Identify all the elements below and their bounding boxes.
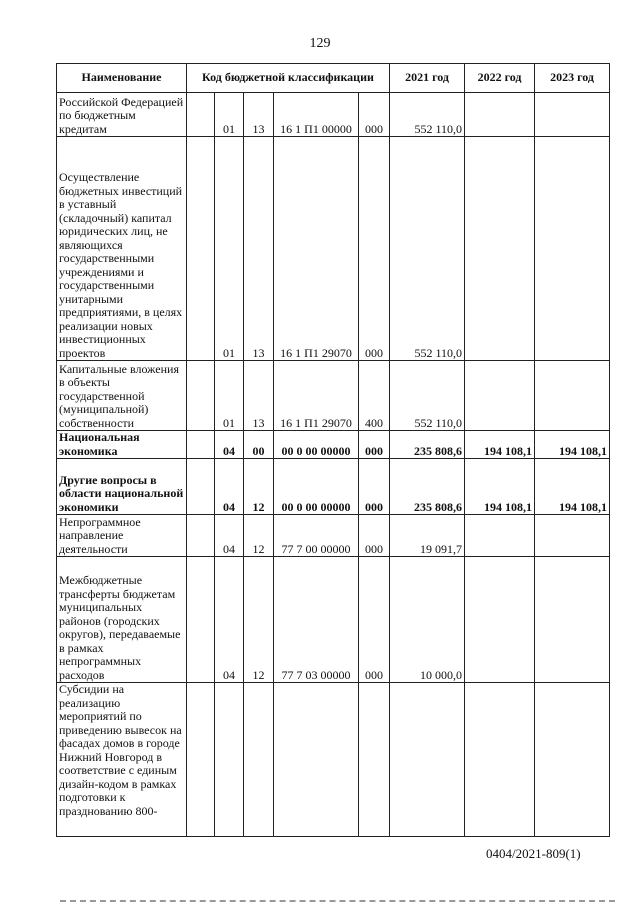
- code-cell: [187, 459, 215, 515]
- amount-2021: 10 000,0: [390, 557, 465, 683]
- code-cell: [187, 93, 215, 137]
- code-expense: [359, 683, 390, 837]
- header-name: Наименование: [57, 64, 187, 93]
- code-target: 77 7 03 00000: [274, 557, 359, 683]
- page-number: 129: [309, 36, 331, 51]
- code-target: [274, 683, 359, 837]
- code-cell: [187, 431, 215, 459]
- code-cell: [187, 557, 215, 683]
- code-expense: 000: [359, 515, 390, 557]
- code-expense: 400: [359, 361, 390, 431]
- row-name: Субсидии на реализацию мероприятий по приведению вывесок на фасадах домов в городе Нижний Новгород в соответствие с единым дизайн-кодом в рамках подготовки к празднованию 800-: [57, 683, 187, 837]
- code-section: 04: [215, 459, 244, 515]
- amount-2022: [465, 515, 535, 557]
- code-section: 01: [215, 93, 244, 137]
- row-name: Капитальные вложения в объекты государственной (муниципальной) собственности: [57, 361, 187, 431]
- header-row: [57, 64, 610, 93]
- code-expense: 000: [359, 93, 390, 137]
- code-section: [215, 683, 244, 837]
- code-target: 16 1 П1 00000: [274, 93, 359, 137]
- code-expense: 000: [359, 431, 390, 459]
- row-name: Осуществление бюджетных инвестиций в уставный (складочный) капитал юридических лиц, не являющихся государственными учреждениями и государственными унитарными предприятиями, в целях реализации новых инвестиционных проектов: [57, 137, 187, 361]
- code-target: 00 0 00 00000: [274, 431, 359, 459]
- code-subsection: 12: [244, 459, 274, 515]
- amount-2023: [535, 515, 610, 557]
- code-subsection: 13: [244, 137, 274, 361]
- row-name: Межбюджетные трансферты бюджетам муниципальных районов (городских округов), передаваемые в рамках непрограммных расходов: [57, 557, 187, 683]
- code-section: 01: [215, 361, 244, 431]
- amount-2022: 194 108,1: [465, 459, 535, 515]
- table-row: [57, 137, 610, 361]
- code-subsection: 00: [244, 431, 274, 459]
- header-code: Код бюджетной классификации: [187, 64, 390, 93]
- row-name: Другие вопросы в области национальной экономики: [57, 459, 187, 515]
- table-row: [57, 683, 610, 837]
- code-target: 00 0 00 00000: [274, 459, 359, 515]
- table-row: [57, 515, 610, 557]
- code-target: 16 1 П1 29070: [274, 137, 359, 361]
- amount-2023: [535, 137, 610, 361]
- amount-2021: [390, 683, 465, 837]
- header-2021: 2021 год: [390, 64, 465, 93]
- row-name: Национальная экономика: [57, 431, 187, 459]
- amount-2022: [465, 137, 535, 361]
- amount-2023: [535, 683, 610, 837]
- amount-2023: [535, 361, 610, 431]
- code-cell: [187, 515, 215, 557]
- table-row: [57, 459, 610, 515]
- amount-2021: 552 110,0: [390, 137, 465, 361]
- amount-2023: [535, 93, 610, 137]
- code-expense: 000: [359, 459, 390, 515]
- budget-table: [56, 63, 610, 837]
- table-row: [57, 557, 610, 683]
- code-target: 16 1 П1 29070: [274, 361, 359, 431]
- scan-artifact-line: [60, 900, 615, 903]
- code-subsection: 12: [244, 557, 274, 683]
- code-subsection: 13: [244, 93, 274, 137]
- code-cell: [187, 137, 215, 361]
- code-expense: 000: [359, 137, 390, 361]
- code-subsection: 13: [244, 361, 274, 431]
- code-section: 01: [215, 137, 244, 361]
- amount-2021: 552 110,0: [390, 361, 465, 431]
- amount-2023: 194 108,1: [535, 431, 610, 459]
- amount-2022: [465, 557, 535, 683]
- code-cell: [187, 361, 215, 431]
- header-2023: 2023 год: [535, 64, 610, 93]
- amount-2023: [535, 557, 610, 683]
- amount-2022: [465, 361, 535, 431]
- code-subsection: 12: [244, 515, 274, 557]
- code-section: 04: [215, 431, 244, 459]
- amount-2021: 235 808,6: [390, 459, 465, 515]
- code-expense: 000: [359, 557, 390, 683]
- code-subsection: [244, 683, 274, 837]
- row-name: Непрограммное направление деятельности: [57, 515, 187, 557]
- code-section: 04: [215, 515, 244, 557]
- code-cell: [187, 683, 215, 837]
- code-section: 04: [215, 557, 244, 683]
- table-row: [57, 93, 610, 137]
- document-code: 0404/2021-809(1): [486, 846, 581, 861]
- amount-2022: [465, 683, 535, 837]
- row-name: Российской Федерацией по бюджетным кредитам: [57, 93, 187, 137]
- amount-2021: 235 808,6: [390, 431, 465, 459]
- table-row: [57, 361, 610, 431]
- header-2022: 2022 год: [465, 64, 535, 93]
- amount-2022: [465, 93, 535, 137]
- amount-2021: 19 091,7: [390, 515, 465, 557]
- table-row: [57, 431, 610, 459]
- code-target: 77 7 00 00000: [274, 515, 359, 557]
- amount-2022: 194 108,1: [465, 431, 535, 459]
- amount-2021: 552 110,0: [390, 93, 465, 137]
- amount-2023: 194 108,1: [535, 459, 610, 515]
